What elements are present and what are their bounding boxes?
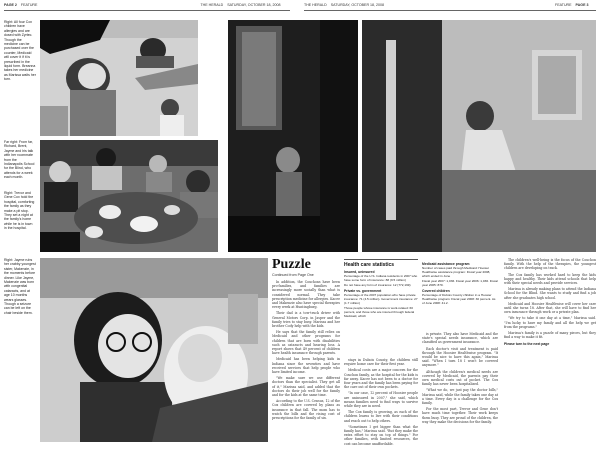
photo-family-dinner [40,140,218,252]
left-page-header [4,3,280,7]
story-title: Puzzle [272,257,311,272]
photo-makenzie-glasses [40,258,268,442]
sidebar-block-7: Covered children Percentage of Dubois County children in a Hoosier Healthwise program: Fiscal year 2008: 30 percent. As of June 2008: 41.2. [422,289,496,305]
photo-family-dinner-image [40,140,218,252]
sidebar-block-6: Fiscal year 2007: 1,036. Fiscal year 2006: 1,036. Fiscal year 2005: 870. [422,279,498,287]
sidebar-block-5: Medicaid assistance program Number of cases paid through Medicaid: Hoosier Healthwise assistance program: Fiscal year 2008, which ended in June [422,262,491,278]
photo-bedroom [362,20,596,252]
caption-dinner: Far right: From far, Richard, Brent, Jayme and Iris talk with her roommate from the Indianapolis School for the Blind, who attends for a week each month. [4,140,35,180]
photo-doorway-image [228,20,358,252]
right-page-number: PAGE 3 [575,3,589,7]
sidebar-block-3: Private vs. government Percentage of the 2007 population who have private insurance: 71 (4.5 million). Government insurance: 27 (1.7 million) [344,289,418,305]
sidebar-block-4: Those people whose insurance is work-related: 60 percent, and those who are insured through federal Medicaid, which [344,306,415,318]
body-column-1: In addition, the Couchons have been pro-families, and families are increasingly more socially than what is considered normal. They take prescription medicine for allergies. Kacee and Makenzie also have special therapies every week at Huntingburg. Their dad is a tow-truck driver with General Motors Corp. in Jasper and the family tries to stay busy. Marissa and her brother Cody help with the kids. He says that the family still relies on Medicaid and other programs for children that are born with disabilities such as cataracts and hearing loss. A report shows that 49 percent of children have health insurance through parents. Medicaid has been helping kids in Indiana since the seventies and have received services that help people who have limited income. "We make sure we use different doctors than the specialist. They get all of it," Marissa said, and added that the doctors do their job well for the family and for the kids at the same time. According to the U.S. Census, 12 of the Cox children are covered by plans as insurance in that fall. The mom has to watch the bills and the rising cost of prescriptions for the family of six. [272,280,340,421]
body-column-4: The children's well-being is the focus of the Couchon family. With the help of the therapies, the youngest children are developing on track. The Cox family has worked hard to keep the kids happy and healthy. Their kids attend schools that help with their special needs and provide services. Marissa is already making plans to attend the Indiana School for the Blind. She wants to study and find a job after she graduates high school. Medicaid and Hoosier Healthwise will cover her care until she turns 18. After that, she will have to find her own insurance through work or a private plan. "We try to take it one day at a time," Marissa said. "I'm lucky to have my family and all the help we get from the programs." Marissa's family is a puzzle of many pieces, but they find a way to make it fit. Please turn to the next page [504,258,596,347]
photo-doorway [228,20,358,252]
left-header-rule [4,10,290,11]
body-column-3: is private. They also have Medicaid and the state's special needs insurance, which are classified as government insurance. Each doctor's visit and treatment is paid through the Hoosier Healthwise program. "It would be nice to have this again," Marissa said. "When I turn 18 I won't be covered anymore." Although the children's medical needs are covered by Medicaid, the parents pay their own medical costs out of pocket. The Cox family has never been hospitalized. "What we do, we just pay the doctor bills," Marissa said, while the family takes one day at a time. Every day is a challenge for the Cox family. For the most part, Trevor and Gene don't have much time together. Their work keeps them busy. They are proud of the children, the way they make the decisions for the family. [422,332,498,424]
caption-medicine: Right: All four Cox children have allergies and are dosed with Zyrtec. Though the medicine can be purchased over the counter, Medicaid will cover it if it is prescribed in the liquid form. Breanna takes her medicine as Marissa waits her turn. [4,20,36,82]
photo-medicine-image [40,20,198,136]
photo-bedroom-image [362,20,596,252]
photo-medicine [40,20,198,136]
see-next-page-line: Please turn to the next page [504,342,550,347]
caption-glasses: Right: Jayme rubs her crabby youngest sister, Makenzie, in the moments before dinner. Like Jayme, Makenzie was born with congenital cataracts, and at age 10 months wears glasses. Though a seizure can be left on the chair beside them. [4,258,36,315]
health-stats-sidebar [344,259,418,355]
right-header-rule [304,10,596,11]
sidebar-title: Health care statistics [344,262,395,268]
left-page-section: FEATURE [20,3,38,7]
photo-makenzie-glasses-image [40,258,268,442]
continued-line: Continued from Page One [272,273,314,277]
left-page-date: SATURDAY, OCTOBER 18, 2008 [227,3,281,7]
right-page-section: FEATURE [555,3,572,7]
health-stats-sidebar-col2 [422,260,498,306]
left-page-number: PAGE 2 [4,3,17,7]
sidebar-block-1: Insured, uninsured Percentage of the U.S. Indiana residents in 2007 who have some form of insurance: 88 (9.5 million) [344,270,418,282]
caption-hospital: Right: Trevor and Gene Cox hold the hospital, comforting the family as they make a pit stop. They set a night at the family's home while he is in town in the hospital. [4,191,35,231]
right-page-date: SATURDAY, OCTOBER 18, 2008 [330,3,385,7]
right-page-header [304,3,588,7]
right-page-paper: THE HERALD [304,3,327,7]
left-page-paper: THE HERALD [200,3,224,7]
sidebar-block-2: Do not have any form of insurance: 12 (772,199) [344,283,411,287]
body-column-2: stays in Dubois County, the children still require home care for their first year. Medical costs are a major concern for the Couchon family, as the hospital for the kids is far away. Kacee has not been to a doctor for four years and the family has been paying for the care out of their own pockets. "In our case, 12 percent of Hoosier people are uninsured in 2007," she said, which means families need to find ways to survive while they are in need. The Cox family is growing, as each of the children learns to live with their conditions and reach out to help others. "Sometimes I get bigger than what the family has," Marissa said. "But they make the extra effort to stay on top of things." For other families, with limited resources, the cost can become unaffordable. [344,358,418,446]
